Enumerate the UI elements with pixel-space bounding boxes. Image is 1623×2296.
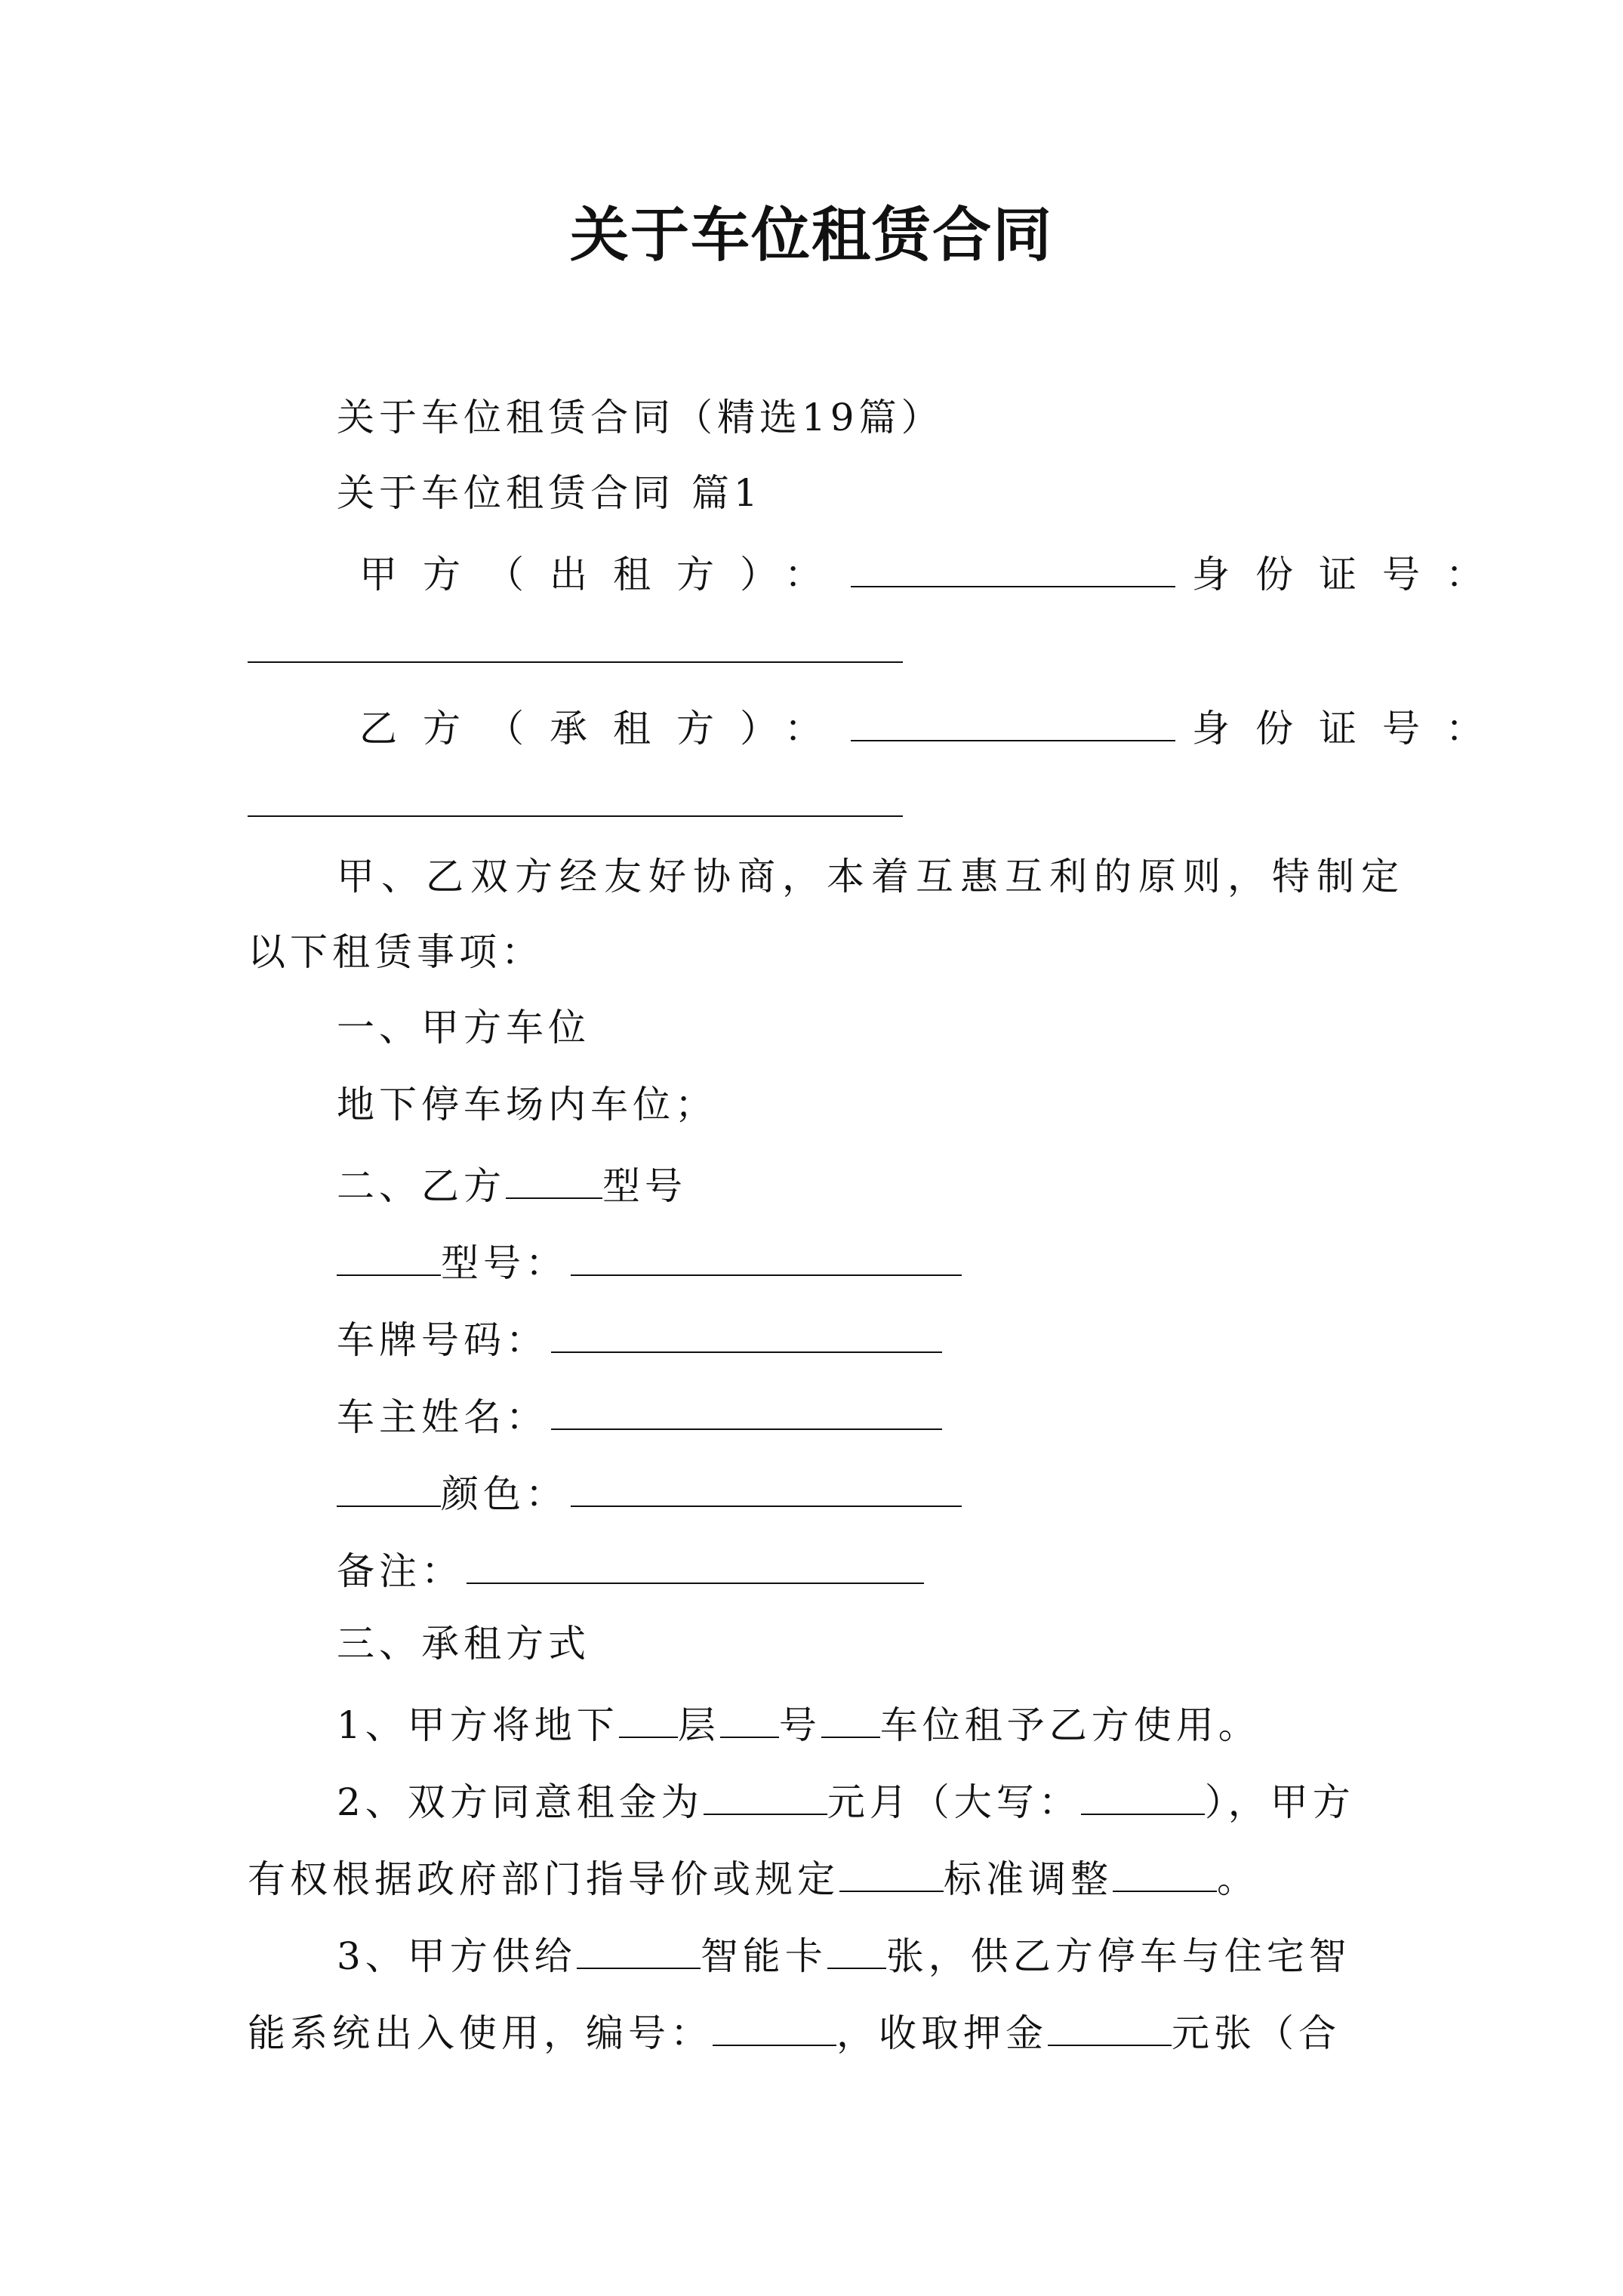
note-row [337,1540,927,1598]
clause1-space-blank [821,1694,880,1738]
plate-value-blank [551,1309,942,1353]
item1-text: 地下停车场内车位； [337,1083,717,1126]
party-a-name-blank [851,544,1175,587]
item3-heading: 三、承租方式 [337,1622,590,1666]
owner-label: 车主姓名： [337,1395,548,1439]
model-prefix-blank [337,1232,441,1276]
clause3-line2-a: 能系统出入使用，编号： [248,2011,713,2055]
clause3-count-blank [827,1925,886,1969]
plate-label: 车牌号码： [337,1318,548,1362]
intro-line-1: 甲、乙双方经友好协商，本着互惠互利的原则，特制定 [337,855,1406,898]
party-b-id-blank [248,815,903,817]
intro-line-2: 以下租赁事项： [248,930,544,974]
clause3-a: 3、甲方供给 [337,1934,577,1978]
owner-row [337,1386,945,1444]
party-b-name-blank [851,698,1175,741]
section-heading: 关于车位租赁合同 篇1 [337,471,762,515]
clause3-line2-b: ，收取押金 [836,2011,1048,2055]
clause1-b: 层 [677,1703,720,1747]
party-a-id-label: 身份证号： [1192,553,1509,596]
clause2-line2 [248,1848,1259,1906]
clause3-line1 [337,1925,1351,1983]
clause3-cardtype-blank [577,1925,701,1969]
clause3-c: 张，供乙方停车与住宅智 [885,1934,1351,1978]
clause3-number-blank [713,2002,836,2046]
clause1-number-blank [720,1694,779,1738]
color-value-blank [571,1463,962,1507]
clause1-c: 号 [778,1703,821,1747]
clause1-a: 1、甲方将地下 [337,1703,619,1747]
clause2-line2-b: 标准调整 [944,1857,1113,1901]
item2-heading [337,1155,687,1213]
clause2-line2-c: 。 [1217,1857,1259,1901]
plate-row [337,1309,945,1367]
document-subtitle: 关于车位租赁合同（精选19篇） [337,396,944,439]
clause2-a: 2、双方同意租金为 [337,1780,704,1824]
clause3-deposit-blank [1048,2002,1172,2046]
clause2-adjust-blank [1113,1848,1217,1892]
color-prefix-blank [337,1463,441,1507]
party-b-row [359,698,1509,755]
color-row [337,1463,965,1521]
model-label: 型号： [441,1241,568,1285]
owner-value-blank [551,1386,942,1430]
model-value-blank [571,1232,962,1276]
clause1 [337,1694,1261,1752]
clause2-rent-blank [704,1771,827,1815]
clause2-standard-blank [839,1848,944,1892]
party-b-label: 乙方（承租方）： [359,707,848,750]
party-a-row [359,544,1509,601]
clause1-d: 车位租予乙方使用。 [879,1703,1261,1747]
party-a-label: 甲方（出租方）： [359,553,848,596]
item2-heading-post: 型号 [602,1164,687,1208]
clause2-c: ），甲方 [1204,1780,1355,1824]
item2-heading-pre: 二、乙方 [337,1164,506,1208]
clause1-floor-blank [619,1694,678,1738]
party-b-id-label: 身份证号： [1192,707,1509,750]
clause2-line1 [337,1771,1355,1829]
note-label: 备注： [337,1549,463,1593]
clause2-line2-a: 有权根据政府部门指导价或规定 [248,1857,839,1901]
clause3-line2 [248,2002,1341,2060]
model-row [337,1232,965,1290]
item2-brand-blank [506,1155,602,1199]
party-a-id-blank [248,661,903,663]
clause3-line2-c: 元张（合 [1172,2011,1341,2055]
clause2-rent-words-blank [1081,1771,1205,1815]
document-title: 关于车位租赁合同 [569,201,1053,270]
note-value-blank [467,1540,924,1584]
clause3-b: 智能卡 [700,1934,827,1978]
item1-heading: 一、甲方车位 [337,1006,590,1049]
clause2-b: 元月（大写： [827,1780,1081,1824]
color-label: 颜色： [441,1472,568,1516]
